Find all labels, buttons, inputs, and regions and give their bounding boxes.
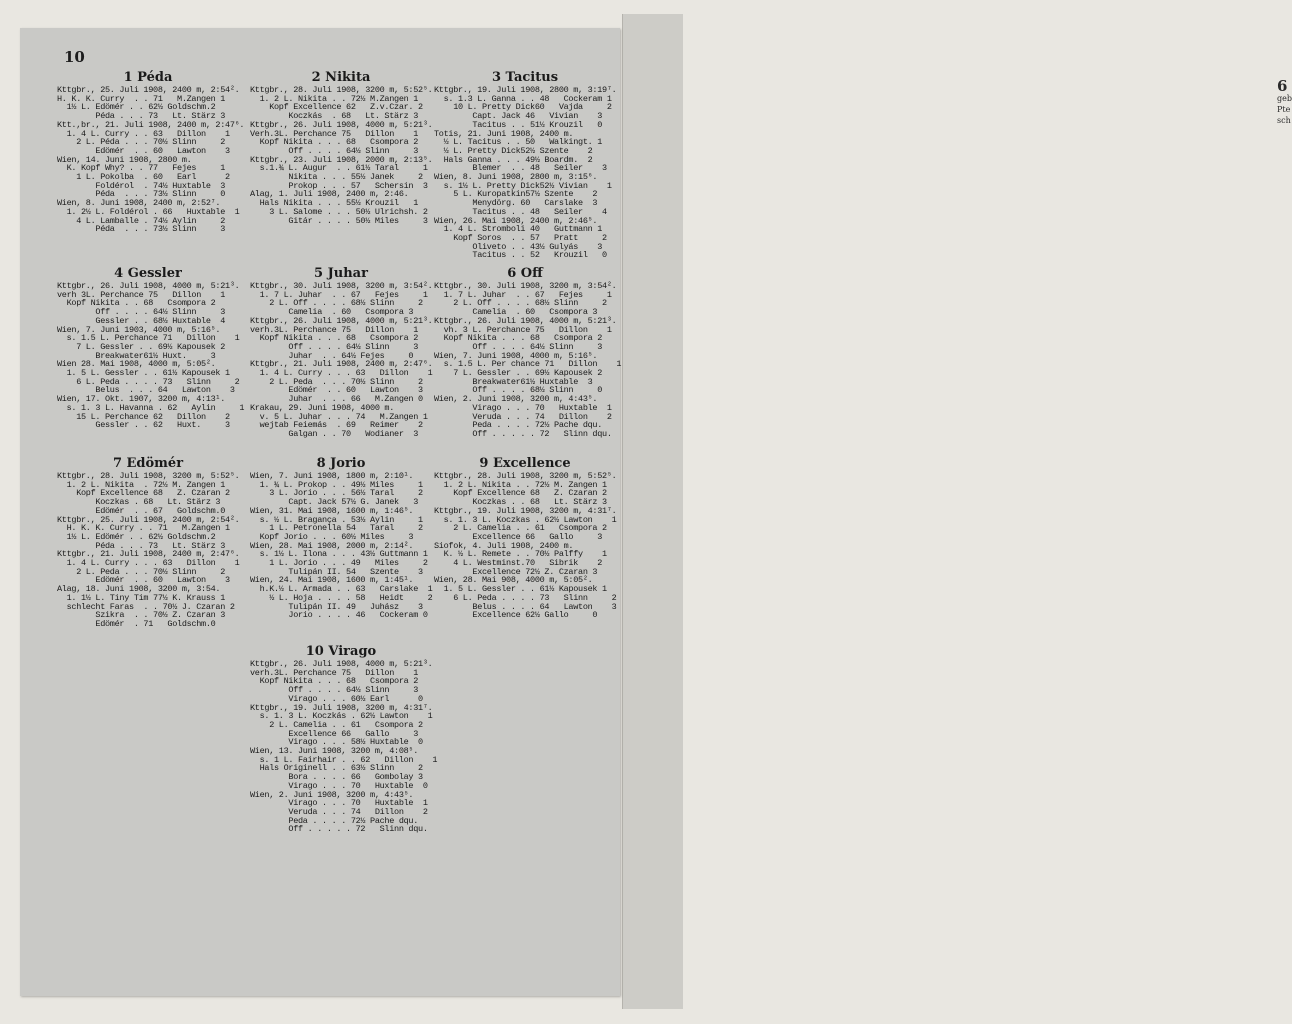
race-result-line: s. 1.5 L. Perchance 71 Dillon 1 — [57, 333, 240, 344]
race-result-line: Gessler . . 68½ Huxtable 4 — [57, 315, 226, 326]
adjacent-page-fragment: sch — [1277, 116, 1291, 125]
race-result-line: Wien, 24. Mai 1908, 1600 m, 1:45¹. — [250, 575, 414, 586]
race-result-line: Off . . . . 64½ Slinn 3 — [434, 341, 603, 352]
adjacent-page-fragment: Pte — [1277, 105, 1291, 114]
race-result-line: Kopf Excellence 68 Z. Czaran 2 — [434, 488, 607, 499]
race-result-line: Wien, 8. Juni 1908, 2800 m, 3:15⁶. — [434, 172, 598, 183]
race-result-line: Kttgbr., 30. Juli 1908, 3200 m, 3:54². — [250, 281, 433, 291]
race-result-line: Off . . . . 64½ Slinn 3 — [250, 341, 419, 352]
race-result-line: Péda . . . 73 Lt. Stärz 3 — [57, 111, 226, 122]
race-result-line: Virago . . . 70 Huxtable 0 — [250, 780, 428, 791]
race-result-line: s. 1 L. Fairhair . . 62 Dillon 1 — [250, 754, 438, 765]
race-result-line: Juhar . . 64½ Fejes 0 — [250, 350, 414, 361]
race-result-line: Kopf Jorio . . . 60½ Miles 3 — [250, 531, 414, 542]
race-result-line: 1. 2 L. Nikita . 72½ M. Zangen 1 — [57, 479, 226, 490]
race-result-line: Hals Ganna . . . 49½ Boardm. 2 — [434, 154, 593, 165]
race-result-line: Off . . . . 64½ Slinn 3 — [250, 685, 419, 696]
race-result-line: Menydörg. 60 Carslake 3 — [434, 198, 598, 209]
race-result-line: Kttgbr., 23. Juli 1908, 2000 m, 2:13⁵. — [250, 154, 433, 165]
race-result-line: Hals Nikita . . . 55½ Krouzil 1 — [250, 198, 419, 209]
race-result-line: Off . . . . 64½ Slinn 3 — [250, 145, 419, 156]
race-result-line: 2 L. Péda . . . 70½ Slinn 2 — [57, 137, 226, 148]
race-result-line: K. ½ L. Remete . . 70½ Palffy 1 — [434, 549, 607, 560]
race-result-line: Kopf Nikita . . . 68 Csompora 2 — [250, 137, 419, 148]
race-result-line: Edömér . 71 Goldschm.0 — [57, 618, 216, 629]
race-result-line: 5 L. Kuropatkin57½ Szente 2 — [434, 189, 598, 200]
race-result-line: Wien, 17. Okt. 1907, 3200 m, 4:13¹. — [57, 394, 226, 405]
race-result-line: Verh.3L. Perchance 75 Dillon 1 — [250, 128, 419, 139]
race-result-line: Alag, 1. Juli 1908, 2400 m, 2:46. — [250, 189, 409, 200]
race-result-line: Off . . . . . 72 Slinn dqu. — [434, 428, 612, 439]
race-result-line: Wien, 14. Juni 1908, 2800 m. — [57, 154, 192, 165]
race-result-line: 1 L. Petronella 54 Taral 2 — [250, 523, 423, 534]
race-result-line: Wien, 13. Juni 1908, 3200 m, 4:08⁵. — [250, 746, 419, 757]
race-result-line: s.1.¾ L. Augur . . 61½ Taral 1 — [250, 163, 428, 174]
race-result-line: Péda . . . 73½ Slinn 3 — [57, 224, 226, 235]
race-result-line: 2 L. Camelia . . 61 Csompora 2 — [434, 523, 607, 534]
race-result-line: Kttgbr., 19. Juli 1908, 3200 m, 4:31⁷. — [434, 505, 617, 516]
race-result-line: s. 1½ L. Ilona . . . 43½ Guttmann 1 — [250, 549, 428, 560]
entry-title: 7 Edömér — [112, 456, 184, 471]
race-result-line: Siofok, 4. Juli 1908, 2400 m. — [434, 540, 574, 551]
race-result-line: ½ L. Tacitus . . 50 Walkingt. 1 — [434, 137, 603, 148]
race-result-line: schlecht Faras . . 70½ J. Czaran 2 — [57, 601, 235, 612]
race-result-line: Virago . . . 70 Huxtable 1 — [434, 402, 612, 413]
race-result-line: Juhar . . . 66 M.Zangen 0 — [250, 394, 423, 405]
race-result-line: Kttgbr., 19. Juli 1908, 2800 m, 3:19⁷. — [434, 85, 617, 95]
race-result-line: ½ L. Hoja . . . . 58 Heidt 2 — [250, 592, 433, 603]
race-result-line: Camelia . 60 Csompora 3 — [434, 307, 598, 318]
race-result-line: s. 1½ L. Pretty Dick52½ Vivian 1 — [434, 180, 612, 191]
race-result-line: Wien, 28. Mai 1908, 2000 m, 2:14². — [250, 540, 414, 551]
race-result-line: Virago . . . 60½ Earl 0 — [250, 693, 423, 704]
race-result-line: Excellence 66 Gallo 3 — [434, 531, 603, 542]
race-result-line: 1. 7 L. Juhar . . 67 Fejes 1 — [250, 289, 428, 300]
race-result-line: Kttgbr., 28. Juli 1908, 3200 m, 5:52⁵. — [434, 471, 617, 481]
race-result-line: Kttgbr., 28. Juli 1908, 3200 m, 5:52⁵. — [57, 471, 240, 481]
race-result-line: Tacitus . . 51½ Krouzil 0 — [434, 119, 603, 130]
race-result-line: Kttgbr., 30. Juli 1908, 3200 m, 3:54². — [434, 281, 617, 291]
horse-entry-nikita — [250, 70, 432, 225]
race-result-line: Kttgbr., 26. Juli 1908, 4000 m, 5:21³. — [434, 315, 617, 326]
race-result-line: K. Kopf Why? . . 77 Fejes 1 — [57, 163, 226, 174]
adjacent-page-edge — [622, 14, 1292, 1009]
race-result-line: Excellence 66 Gallo 3 — [250, 728, 419, 739]
race-result-line: 1½ L. Edömér . . 62½ Goldschm.2 — [57, 102, 216, 113]
race-result-line: 1. 1½ L. Tiny Tim 77½ K. Krauss 1 — [57, 592, 226, 603]
race-result-line: Veruda . . . 74 Dillon 2 — [250, 806, 428, 817]
race-result-line: Tulipán II. 49 Juhász 3 — [250, 601, 423, 612]
entry-title: 5 Juhar — [314, 266, 368, 281]
race-result-line: Peda . . . . 72½ Pache dqu. — [434, 420, 603, 431]
entry-title: 8 Jorio — [316, 456, 366, 471]
entry-title: 6 Off — [507, 266, 543, 281]
race-result-line: Off . . . . 68½ Slinn 0 — [434, 385, 603, 396]
race-result-line: Szikra . . 70½ Z. Czaran 3 — [57, 610, 226, 621]
race-result-line: Gitár . . . . 50½ Miles 3 — [250, 215, 428, 226]
race-result-line: Edömér . . 67 Goldschm.0 — [57, 505, 226, 516]
race-result-line: Foldérol . 74½ Huxtable 3 — [57, 180, 226, 191]
race-result-line: Belus . . . 64 Lawton 3 — [57, 385, 235, 396]
race-result-line: H. K. K. Curry . . 71 M.Zangen 1 — [57, 523, 230, 534]
race-result-line: 1. 4 L. Stromboli 40 Guttmann 1 — [434, 224, 603, 235]
horse-entry-juhar — [250, 266, 432, 439]
race-result-line: 1 L. Jorio . . . 49 Miles 2 — [250, 558, 428, 569]
race-result-line: vh. 3 L. Perchance 75 Dillon 1 — [434, 324, 612, 335]
entry-title: 4 Gessler — [114, 266, 182, 281]
race-result-line: 1. 4 L. Curry . . . 63 Dillon 1 — [57, 558, 240, 569]
race-result-line: Kttgbr., 28. Juli 1908, 3200 m, 5:52⁵. — [250, 85, 433, 95]
race-result-line: 1. 4 L. Curry . . 63 Dillon 1 — [57, 128, 230, 139]
race-result-line: s. 1. 3 L. Havanna . 62 Aylin 1 — [57, 402, 245, 413]
race-result-line: Virago . . . 70 Huxtable 1 — [250, 798, 428, 809]
race-result-line: Edömér . . 60 Lawton 3 — [250, 385, 423, 396]
entry-title: 3 Tacitus — [491, 70, 559, 85]
horse-entry-excellence — [434, 456, 616, 620]
race-result-line: 15 L. Perchance 62 Dillon 2 — [57, 411, 230, 422]
race-result-line: Breakwater61½ Huxtable 3 — [434, 376, 593, 387]
race-result-line: 7 L. Gessler . . 69½ Kapousek 2 — [434, 368, 603, 379]
race-result-line: Wien, 2. Juni 1908, 3200 m, 4:43⁵. — [250, 789, 414, 800]
race-result-line: Gessler . . 62 Huxt. 3 — [57, 420, 230, 431]
race-result-line: Camelia . 60 Csompora 3 — [250, 307, 414, 318]
race-result-line: Kttgbr., 25. Juli 1908, 2400 m, 2:54². — [57, 85, 240, 95]
race-result-line: Kopf Excellence 62 Z.v.Czar. 2 — [250, 102, 423, 113]
race-result-line: 10 L. Pretty Dick60 Vajda 2 — [434, 102, 612, 113]
horse-entry-off — [434, 266, 622, 439]
race-result-line: Kttgbr., 25. Juli 1908, 2400 m, 2:54². — [57, 514, 240, 525]
race-result-line: Prokop . . . 57 Schersin 3 — [250, 180, 428, 191]
race-result-line: verh.3L. Perchance 75 Dillon 1 — [250, 667, 419, 678]
race-result-line: Peda . . . . 72½ Pache dqu. — [250, 815, 419, 826]
race-result-line: Kopf Nikita . . . 68 Csompora 2 — [250, 676, 419, 687]
race-result-line: Off . . . . . 72 Slinn dqu. — [250, 824, 428, 835]
race-result-line: Kopf Nikita . . . 68 Csompora 2 — [250, 333, 419, 344]
race-result-line: Galgan . . 70 Wodianer 3 — [250, 428, 419, 439]
race-result-line: ½ L. Pretty Dick52½ Szente 2 — [434, 145, 593, 156]
horse-entry-edomer — [57, 456, 239, 629]
race-result-line: verh.3L. Perchance 75 Dillon 1 — [250, 324, 419, 335]
race-result-line: Ktt.,br., 21. Juli 1908, 2400 m, 2:47⁶. — [57, 119, 245, 130]
race-result-line: Koczkás . 68 Lt. Stärz 3 — [250, 111, 419, 122]
adjacent-page-fragment: geb — [1277, 94, 1292, 103]
horse-entry-tacitus — [434, 70, 616, 260]
entry-title: 1 Péda — [123, 70, 173, 85]
race-result-line: Tacitus . . 52 Krouzil 0 — [434, 250, 607, 261]
race-result-line: Virago . . . 58½ Huxtable 0 — [250, 737, 423, 748]
race-result-line: Kttgbr., 21. Juli 1908, 2400 m, 2:47⁶. — [250, 359, 433, 370]
race-result-line: Wien, 26. Mai 1908, 2400 m, 2:46⁵. — [434, 215, 598, 226]
race-result-line: 1. 2 L. Nikita . . 72½ M. Zangen 1 — [434, 479, 607, 490]
entry-title: 10 Virago — [305, 644, 377, 659]
race-result-line: s. 1. 3 L. Koczkás . 62½ Lawton 1 — [250, 711, 433, 722]
race-result-line: Wien, 7. Juni 1908, 1800 m, 2:10¹. — [250, 471, 414, 481]
entry-title: 9 Excellence — [479, 456, 571, 471]
race-result-line: 2 L. Off . . . . 68½ Slinn 2 — [250, 298, 423, 309]
race-result-line: 3 L. Jorio . . . 56½ Taral 2 — [250, 488, 423, 499]
race-result-line: Wien, 31. Mai 1908, 1600 m, 1:46⁵. — [250, 505, 414, 516]
page-number: 10 — [64, 48, 85, 66]
race-result-line: Blemer . . 48 Seiler 3 — [434, 163, 607, 174]
race-result-line: 1. 2½ L. Foldérol . 66 Huxtable 1 — [57, 206, 240, 217]
race-result-line: Krakau, 29. Juni 1908, 4000 m. — [250, 402, 395, 413]
race-result-line: Hals Originell . . 63½ Slinn 2 — [250, 763, 423, 774]
race-result-line: Kopf Soros . . 57 Pratt 2 — [434, 232, 607, 243]
race-result-line: verh 3L. Perchance 75 Dillon 1 — [57, 289, 226, 300]
race-result-line: 7 L. Gessler . . 69½ Kapousek 2 — [57, 341, 226, 352]
race-result-line: Kttgbr., 19. Juli 1908, 3200 m, 4:31⁷. — [250, 702, 433, 713]
race-result-line: H. K. K. Curry . . 71 M.Zangen 1 — [57, 93, 226, 104]
race-result-line: 1. 4 L. Curry . . . 63 Dillon 1 — [250, 368, 433, 379]
race-result-line: Kttgbr., 26. Juli 1908, 4000 m, 5:21³. — [250, 315, 433, 326]
race-result-line: s. 1.5 L. Per chance 71 Dillon 1 — [434, 359, 622, 370]
race-result-line: Wien 28. Mai 1908, 4000 m, 5:05². — [57, 359, 216, 370]
race-result-line: Kopf Nikita . . . 68 Csompora 2 — [434, 333, 603, 344]
adjacent-page-heading: 6 — [1277, 77, 1288, 95]
race-result-line: Tacitus . . 48 Seiler 4 — [434, 206, 607, 217]
race-result-line: Breakwater61½ Huxt. 3 — [57, 350, 216, 361]
race-result-line: Kttgbr., 21. Juli 1908, 2400 m, 2:47⁶. — [57, 549, 240, 560]
race-result-line: Kopf Nikita . . 68 Csompora 2 — [57, 298, 216, 309]
horse-entry-gessler — [57, 266, 245, 431]
race-result-line: Wien, 2. Juni 1908, 3200 m, 4:43⁵. — [434, 394, 598, 405]
race-result-line: Kttgbr., 26. Juli 1908, 4000 m, 5:21³. — [250, 659, 433, 669]
race-result-line: Kopf Excellence 68 Z. Czaran 2 — [57, 488, 230, 499]
race-result-line: Edömér . . 60 Lawton 3 — [57, 145, 230, 156]
race-result-line: Wien, 8. Juni 1908, 2400 m, 2:52⁷. — [57, 198, 221, 209]
race-result-line: 6 L. Peda . . . . 73 Slinn 2 — [57, 376, 240, 387]
race-result-line: h.K.½ L. Armada . . 63 Carslake 1 — [250, 584, 433, 595]
race-result-line: Wien, 28. Mai 908, 4000 m, 5:05². — [434, 575, 593, 586]
race-result-line: Alag, 18. Juni 1908, 3200 m, 3:54. — [57, 584, 221, 595]
race-result-line: 2 L. Peda . . . 70½ Slinn 2 — [57, 566, 226, 577]
race-result-line: 2 L. Off . . . . 68½ Slinn 2 — [434, 298, 607, 309]
race-result-line: Excellence 72½ Z. Czaran 3 — [434, 566, 598, 577]
race-result-line: v. 5 L. Juhar . . . 74 M.Zangen 1 — [250, 411, 428, 422]
race-result-line: Bora . . . . 66 Gombolay 3 — [250, 772, 423, 783]
adjacent-page-text — [1277, 77, 1292, 126]
race-result-line: 2 L. Peda . . . 70½ Slinn 2 — [250, 376, 423, 387]
race-result-line: s. 1. 3 L. Koczkas . 62½ Lawton 1 — [434, 514, 617, 525]
race-result-line: s. ½ L. Bragança . 53½ Aylin 1 — [250, 514, 423, 525]
race-result-line: Koczkas . 68 Lt. Stärz 3 — [57, 497, 221, 508]
race-result-line: Wien, 7. Juni 1908, 4000 m, 5:16⁵. — [434, 350, 598, 361]
race-result-line: 1 L. Pokolba . 60 Earl 2 — [57, 172, 230, 183]
race-result-line: 2 L. Camelia . . 61 Csompora 2 — [250, 719, 423, 730]
horse-entry-virago — [250, 644, 438, 835]
race-result-line: Capt. Jack 57½ G. Janek 3 — [250, 497, 419, 508]
race-result-line: 6 L. Peda . . . . 73 Slinn 2 — [434, 592, 617, 603]
race-result-line: Veruda . . . 74 Dillon 2 — [434, 411, 612, 422]
horse-entry-peda — [57, 70, 245, 235]
horse-entry-jorio — [250, 456, 432, 620]
race-result-line: Nikita . . . 55½ Janek 2 — [250, 172, 423, 183]
race-result-line: Off . . . . 64½ Slinn 3 — [57, 307, 226, 318]
race-result-line: Oliveto . . 43½ Gulyás 3 — [434, 241, 603, 252]
race-result-line: 1. ¾ L. Prokop . . 49½ Miles 1 — [250, 479, 423, 490]
race-result-line: Wien, 7. Juni 1903, 4000 m, 5:16⁵. — [57, 324, 221, 335]
race-result-line: 3 L. Salome . . . 50½ Ulrichsh. 2 — [250, 206, 428, 217]
race-result-line: Jorio . . . . 46 Cockeram 0 — [250, 610, 428, 621]
race-result-line: s. 1.3 L. Ganna . . 48 Cockeram 1 — [434, 93, 612, 104]
race-result-line: Péda . . . 73 Lt. Stärz 3 — [57, 540, 226, 551]
race-result-line: 1½ L. Edömér . . 62½ Goldschm.2 — [57, 531, 216, 542]
race-result-line: Koczkas . . 68 Lt. Stärz 3 — [434, 497, 607, 508]
race-result-line: Capt. Jack 46 Vivian 3 — [434, 111, 603, 122]
race-result-line: Belus . . . . 64 Lawton 3 — [434, 601, 617, 612]
race-result-line: 1. 7 L. Juhar . . 67 Fejes 1 — [434, 289, 612, 300]
race-result-line: Péda . . . 73½ Slinn 0 — [57, 189, 226, 200]
race-result-line: wejtab Feiemás . 69 Reimer 2 — [250, 420, 423, 431]
race-result-line: 1. 5 L. Gessler . . 61½ Kapousek 1 — [434, 584, 607, 595]
entry-title: 2 Nikita — [311, 70, 371, 85]
race-result-line: Tulipán II. 54 Szente 3 — [250, 566, 423, 577]
race-result-line: 1. 2 L. Nikita . . 72½ M.Zangen 1 — [250, 93, 419, 104]
race-result-line: Totis, 21. Juni 1908, 2400 m. — [434, 128, 574, 139]
race-result-line: Edömér . . 60 Lawton 3 — [57, 575, 230, 586]
race-result-line: Kttgbr., 26. Juli 1908, 4000 m, 5:21³. — [57, 281, 240, 291]
race-result-line: Kttgbr., 26. Juli 1908, 4000 m, 5:21³. — [250, 119, 433, 130]
race-result-line: 1. 5 L. Gessler . . 61½ Kapousek 1 — [57, 368, 230, 379]
race-result-line: 4 L. Westminst.70 Sibrik 2 — [434, 558, 603, 569]
race-result-line: Excellence 62½ Gallo 0 — [434, 610, 598, 621]
race-result-line: 4 L. Lamballe . 74½ Aylin 2 — [57, 215, 226, 226]
